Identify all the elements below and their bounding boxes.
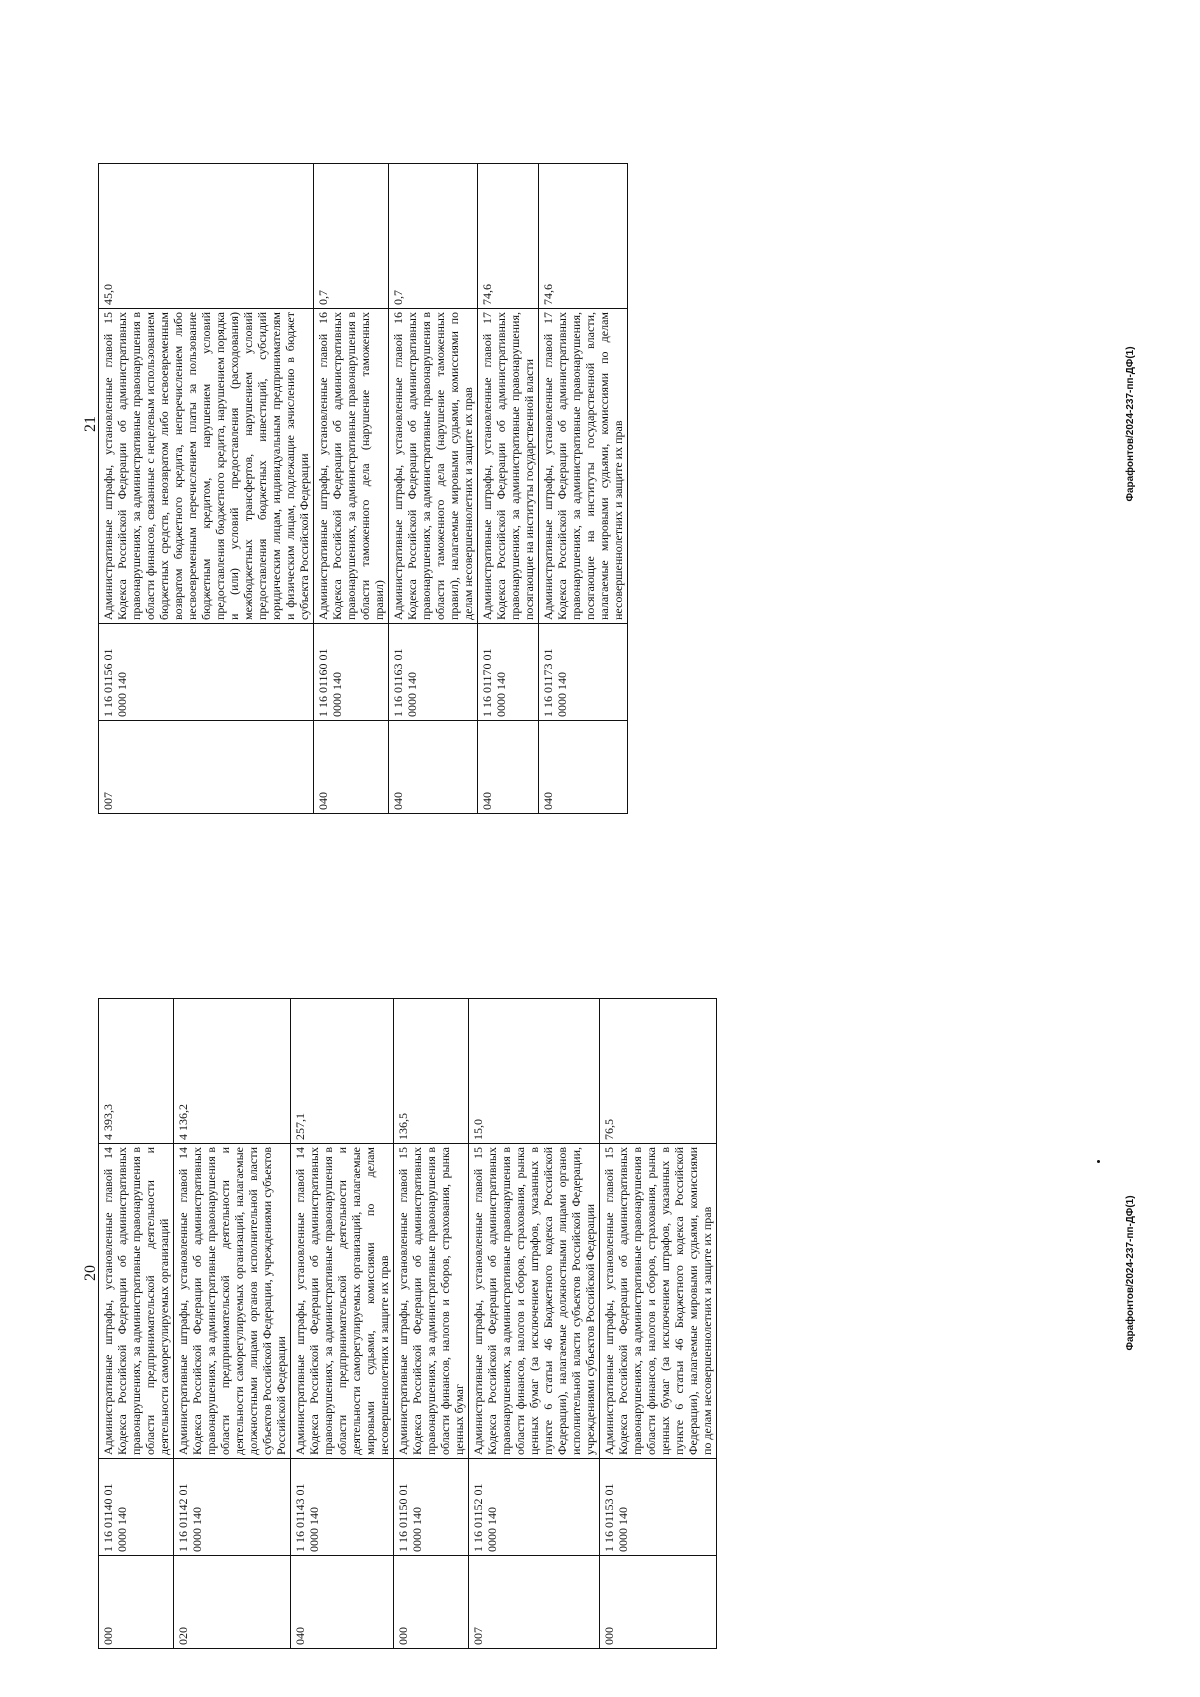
table-row — [394, 999, 469, 1649]
page-20 — [0, 849, 1200, 1697]
kbk-code-cell: 1 16 01142 01 0000 140 — [174, 1459, 291, 1556]
admin-code-cell: 007 — [99, 721, 314, 814]
amount-cell: 136,5 — [394, 999, 469, 1144]
description-cell: Административные штрафы, установленные главой 15 Кодекса Российской Федерации об административных правонарушениях, за административные правонарушения в области финансов, связанные с нецелевым использованием бюджетных средств, невозвратом либо несвоевременным возвратом бюджетного кредита, неперечислением либо несвоевременным перечислением платы за пользование бюджетным кредитом, нарушением условий предоставления бюджетного кредита, нарушением порядка и (или) условий предоставления (расходования) межбюджетных трансфертов, нарушением условий предоставления бюджетных инвестиций, субсидий юридическим лицам, индивидуальным предпринимателям и физическим лицам, подлежащие зачислению в бюджет субъекта Российской Федерации — [99, 309, 314, 624]
kbk-code-cell: 1 16 01153 01 0000 140 — [600, 1459, 717, 1556]
footer-doc-id: Фарафонтов/2024-237-пп-ДФ(1) — [1125, 1195, 1136, 1351]
description-cell: Административные штрафы, установленные главой 16 Кодекса Российской Федерации об административных правонарушениях, за административные правонарушения в области таможенного дела (нарушение таможенных правил) — [314, 309, 389, 624]
table-row — [539, 164, 628, 814]
kbk-code-cell: 1 16 01140 01 0000 140 — [99, 1459, 174, 1556]
description-cell: Административные штрафы, установленные главой 15 Кодекса Российской Федерации об административных правонарушениях, за административные правонарушения в области финансов, налогов и сборов, страхования, рынка ценных бумаг — [394, 1144, 469, 1459]
table-row — [174, 999, 291, 1649]
revenue-table — [98, 998, 717, 1649]
table-row — [99, 164, 314, 814]
amount-cell: 0,7 — [314, 164, 389, 309]
amount-cell: 257,1 — [291, 999, 394, 1144]
kbk-code-cell: 1 16 01163 01 0000 140 — [389, 624, 478, 721]
amount-cell: 15,0 — [469, 999, 600, 1144]
kbk-code-cell: 1 16 01150 01 0000 140 — [394, 1459, 469, 1556]
page-21 — [0, 0, 1200, 848]
admin-code-cell: 040 — [389, 721, 478, 814]
description-cell: Административные штрафы, установленные главой 14 Кодекса Российской Федерации об административных правонарушениях, за административные правонарушения в области предпринимательской деятельности и деятельности саморегулируемых организаций — [99, 1144, 174, 1459]
table-row — [600, 999, 717, 1649]
description-cell: Административные штрафы, установленные главой 16 Кодекса Российской Федерации об административных правонарушениях, за административные правонарушения в области таможенного дела (нарушение таможенных правил), налагаемые мировыми судьями, комиссиями по делам несовершеннолетних и защите их прав — [389, 309, 478, 624]
admin-code-cell: 020 — [174, 1556, 291, 1649]
table-row — [314, 164, 389, 814]
table-row — [291, 999, 394, 1649]
amount-cell: 76,5 — [600, 999, 717, 1144]
description-cell: Административные штрафы, установленные главой 14 Кодекса Российской Федерации об административных правонарушениях, за административные правонарушения в области предпринимательской деятельности и деятельности саморегулируемых организаций, налагаемые должностными лицами органов исполнительной власти субъектов Российской Федерации, учреждениями субъектов Российской Федерации — [174, 1144, 291, 1459]
amount-cell: 74,6 — [539, 164, 628, 309]
amount-cell: 4 136,2 — [174, 999, 291, 1144]
table-row — [389, 164, 478, 814]
admin-code-cell: 000 — [394, 1556, 469, 1649]
table-row — [99, 999, 174, 1649]
kbk-code-cell: 1 16 01170 01 0000 140 — [478, 624, 539, 721]
description-cell: Административные штрафы, установленные главой 17 Кодекса Российской Федерации об административных правонарушениях, за административные правонарушения, посягающие на институты государственной власти, налагаемые мировыми судьями, комиссиями по делам несовершеннолетних и защите их прав — [539, 309, 628, 624]
footer-doc-id: Фарафонтов/2024-237-пп-ДФ(1) — [1125, 346, 1136, 502]
amount-cell: 45,0 — [99, 164, 314, 309]
admin-code-cell: 040 — [291, 1556, 394, 1649]
table-row — [469, 999, 600, 1649]
kbk-code-cell: 1 16 01160 01 0000 140 — [314, 624, 389, 721]
description-cell: Административные штрафы, установленные главой 17 Кодекса Российской Федерации об административных правонарушениях, за административные правонарушения, посягающие на институты государственной власти — [478, 309, 539, 624]
admin-code-cell: 007 — [469, 1556, 600, 1649]
revenue-table-body — [99, 999, 717, 1649]
amount-cell: 0,7 — [389, 164, 478, 309]
admin-code-cell: 000 — [600, 1556, 717, 1649]
scan-speck — [1097, 1160, 1100, 1163]
description-cell: Административные штрафы, установленные главой 14 Кодекса Российской Федерации об административных правонарушениях, за административные правонарушения в области предпринимательской деятельности и деятельности саморегулируемых организаций, налагаемые мировыми судьями, комиссиями по делам несовершеннолетних и защите их прав — [291, 1144, 394, 1459]
kbk-code-cell: 1 16 01152 01 0000 140 — [469, 1459, 600, 1556]
description-cell: Административные штрафы, установленные главой 15 Кодекса Российской Федерации об административных правонарушениях, за административные правонарушения в области финансов, налогов и сборов, страхования, рынка ценных бумаг (за исключением штрафов, указанных в пункте 6 статьи 46 Бюджетного кодекса Российской Федерации), налагаемые мировыми судьями, комиссиями по делам несовершеннолетних и защите их прав — [600, 1144, 717, 1459]
revenue-table-body — [99, 164, 628, 814]
description-cell: Административные штрафы, установленные главой 15 Кодекса Российской Федерации об административных правонарушениях, за административные правонарушения в области финансов, налогов и сборов, страхования, рынка ценных бумаг (за исключением штрафов, указанных в пункте 6 статьи 46 Бюджетного кодекса Российской Федерации), налагаемые должностными лицами органов исполнительной власти субъектов Российской Федерации, учреждениями субъектов Российской Федерации — [469, 1144, 600, 1459]
kbk-code-cell: 1 16 01156 01 0000 140 — [99, 624, 314, 721]
page-number: 21 — [82, 416, 99, 432]
page-number: 20 — [82, 1265, 99, 1281]
admin-code-cell: 040 — [539, 721, 628, 814]
kbk-code-cell: 1 16 01173 01 0000 140 — [539, 624, 628, 721]
amount-cell: 4 393,3 — [99, 999, 174, 1144]
admin-code-cell: 040 — [314, 721, 389, 814]
admin-code-cell: 040 — [478, 721, 539, 814]
table-row — [478, 164, 539, 814]
revenue-table — [98, 163, 628, 814]
amount-cell: 74,6 — [478, 164, 539, 309]
kbk-code-cell: 1 16 01143 01 0000 140 — [291, 1459, 394, 1556]
admin-code-cell: 000 — [99, 1556, 174, 1649]
